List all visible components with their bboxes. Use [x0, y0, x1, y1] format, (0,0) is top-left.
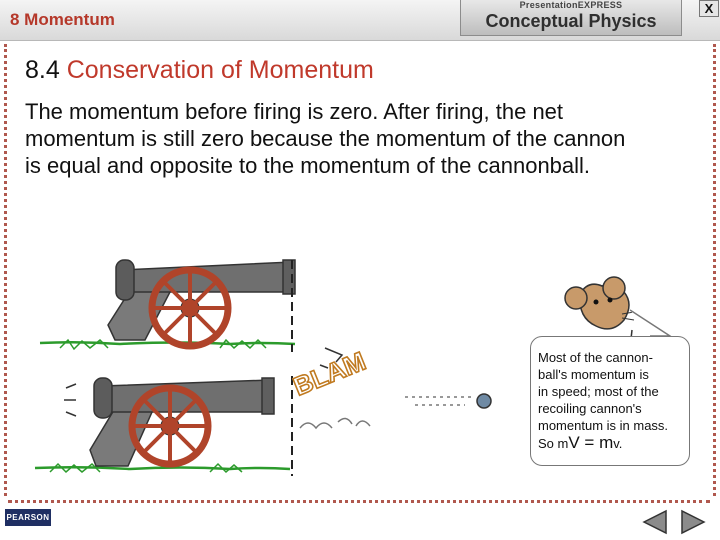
- cannon-after: [35, 345, 491, 476]
- equation-end: v.: [613, 436, 623, 451]
- bubble-caption: [538, 349, 686, 452]
- right-border: [713, 44, 716, 496]
- equation-mid: V =: [568, 433, 600, 452]
- left-triangle-icon: [644, 511, 666, 533]
- equation-prefix: So m: [538, 436, 569, 451]
- pearson-logo: PEARSON: [5, 509, 51, 526]
- body-text: The momentum before firing is zero. After firing, the net momentum is still zero because the momentum of the cannon is equal and opposite to the momentum of the cannonball.: [25, 99, 626, 178]
- chapter-label: 8 Momentum: [10, 10, 115, 29]
- close-button[interactable]: X: [699, 0, 719, 17]
- caption-line: Most of the cannon-: [538, 350, 653, 365]
- caption-line: in speed; most of the: [538, 384, 659, 399]
- section-number: 8.4: [25, 56, 60, 84]
- section-title: Conservation of Momentum: [66, 56, 374, 84]
- caption-line: momentum is in mass.: [538, 418, 669, 433]
- slide-title: [25, 56, 374, 85]
- bottom-border: [8, 500, 710, 503]
- caption-line: recoiling cannon's: [538, 401, 642, 416]
- brand-banner: [460, 0, 682, 36]
- caption-line: ball's momentum is: [538, 367, 649, 382]
- blam-sound-effect: BLAM: [289, 345, 370, 402]
- right-triangle-icon: [682, 511, 704, 533]
- brand-subtitle: PresentationEXPRESS: [519, 0, 623, 10]
- brand-title: Conceptual Physics: [485, 11, 657, 31]
- top-bar: [0, 0, 720, 41]
- next-slide-button[interactable]: [678, 508, 708, 536]
- equation-big-m: m: [599, 433, 614, 452]
- cannon-before: [40, 260, 295, 352]
- previous-slide-button[interactable]: [640, 508, 670, 536]
- left-border: [4, 44, 7, 496]
